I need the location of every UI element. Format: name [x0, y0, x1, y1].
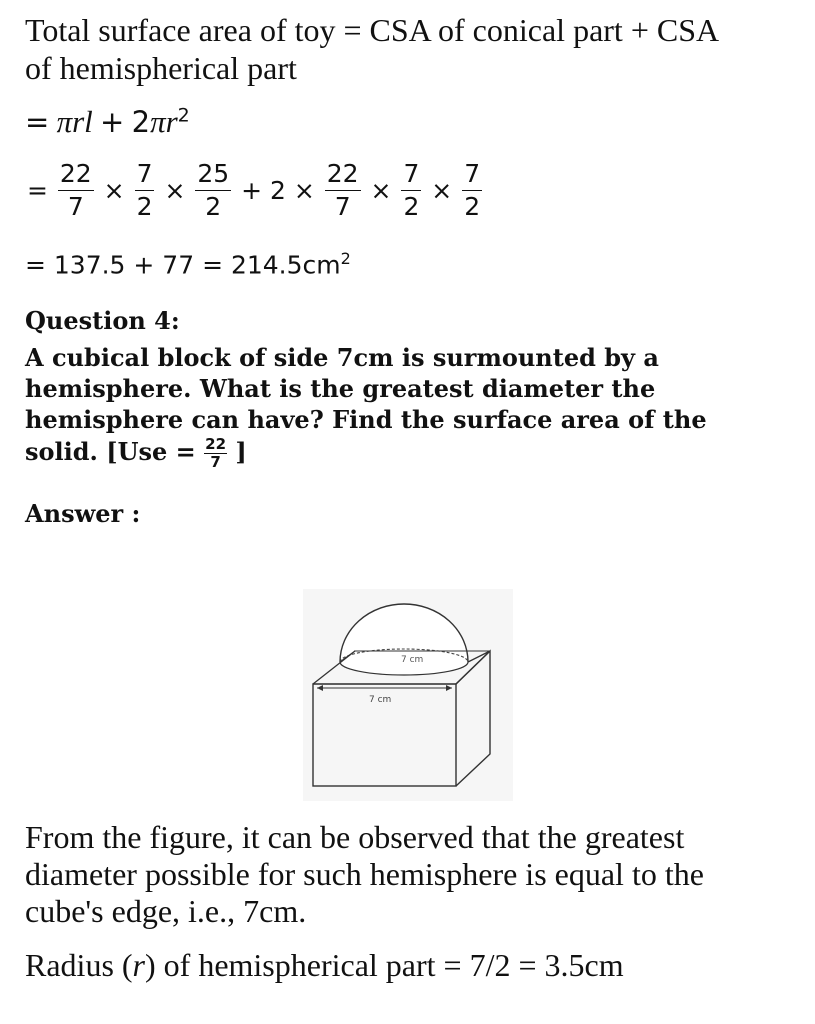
explanation-line-1: From the figure, it can be observed that the greatest [25, 819, 685, 855]
formula-eq: = [25, 105, 50, 139]
explanation-line-2: diameter possible for such hemisphere is equal to the [25, 856, 704, 892]
formula-pi-2: π [150, 104, 166, 139]
use-prefix: solid. [Use = [25, 437, 196, 466]
fraction-22-7-small: $\frac{22}{7}$ [205, 435, 227, 471]
explanation-line-3: cube's edge, i.e., 7cm. [25, 893, 307, 929]
cube-right-face [456, 651, 490, 786]
calc-eq: = [27, 176, 48, 205]
formula-r-1: r [72, 104, 85, 139]
fraction-7-2: $\frac{7}{2}$ [403, 159, 420, 221]
times-sign: × [164, 176, 186, 205]
fraction-25-2: $\frac{25}{2}$ [197, 159, 230, 221]
formula-line [25, 104, 190, 140]
radius-prefix: Radius ( [25, 947, 133, 983]
dimension-arrow-right-head [446, 685, 452, 691]
formula-r-2: r [165, 104, 178, 139]
radius-line [25, 947, 624, 983]
fraction-22-7: $\frac{22}{7}$ [326, 159, 359, 221]
question-heading: Question 4: [25, 306, 180, 335]
cube-hemisphere-figure [303, 589, 513, 801]
formula-two: 2 [131, 105, 151, 139]
cube-edge-label: 7 cm [369, 695, 392, 705]
formula-pi-1: π [56, 104, 73, 139]
use-suffix: ] [235, 437, 247, 466]
formula-l: l [84, 104, 93, 139]
calculation-line [25, 158, 482, 223]
cube-hemisphere-diagram [303, 589, 513, 801]
intro-line-2: of hemispherical part [25, 50, 297, 86]
result-line [25, 249, 351, 279]
plus-two-times: + 2 × [241, 176, 315, 205]
fraction-7-2: $\frac{7}{2}$ [136, 159, 153, 221]
hemisphere-dome [340, 604, 468, 662]
times-sign: × [103, 176, 125, 205]
fraction-7-2: $\frac{7}{2}$ [464, 159, 481, 221]
times-sign: × [431, 176, 453, 205]
answer-label: Answer : [25, 499, 141, 528]
fraction-22-7: $\frac{22}{7}$ [59, 159, 92, 221]
formula-plus: + [100, 105, 125, 139]
times-sign: × [370, 176, 392, 205]
dimension-arrow-left-head [317, 685, 323, 691]
result-square: 2 [340, 249, 351, 268]
intro-line-1: Total surface area of toy = CSA of conical part + CSA [25, 12, 720, 48]
cube-top-right-back-edge [468, 651, 490, 662]
radius-suffix: ) of hemispherical part = 7/2 = 3.5cm [145, 947, 624, 983]
formula-square: 2 [177, 104, 190, 127]
question-line-2: hemisphere. What is the greatest diameter the [25, 374, 656, 403]
result-text: = 137.5 + 77 = 214.5cm [25, 250, 341, 280]
hemisphere-diameter-label: 7 cm [401, 655, 424, 665]
question-line-1: A cubical block of side 7cm is surmounted by a [25, 343, 659, 372]
radius-variable: r [132, 947, 145, 983]
question-line-4 [25, 436, 247, 471]
question-line-3: hemisphere can have? Find the surface area of the [25, 405, 707, 434]
